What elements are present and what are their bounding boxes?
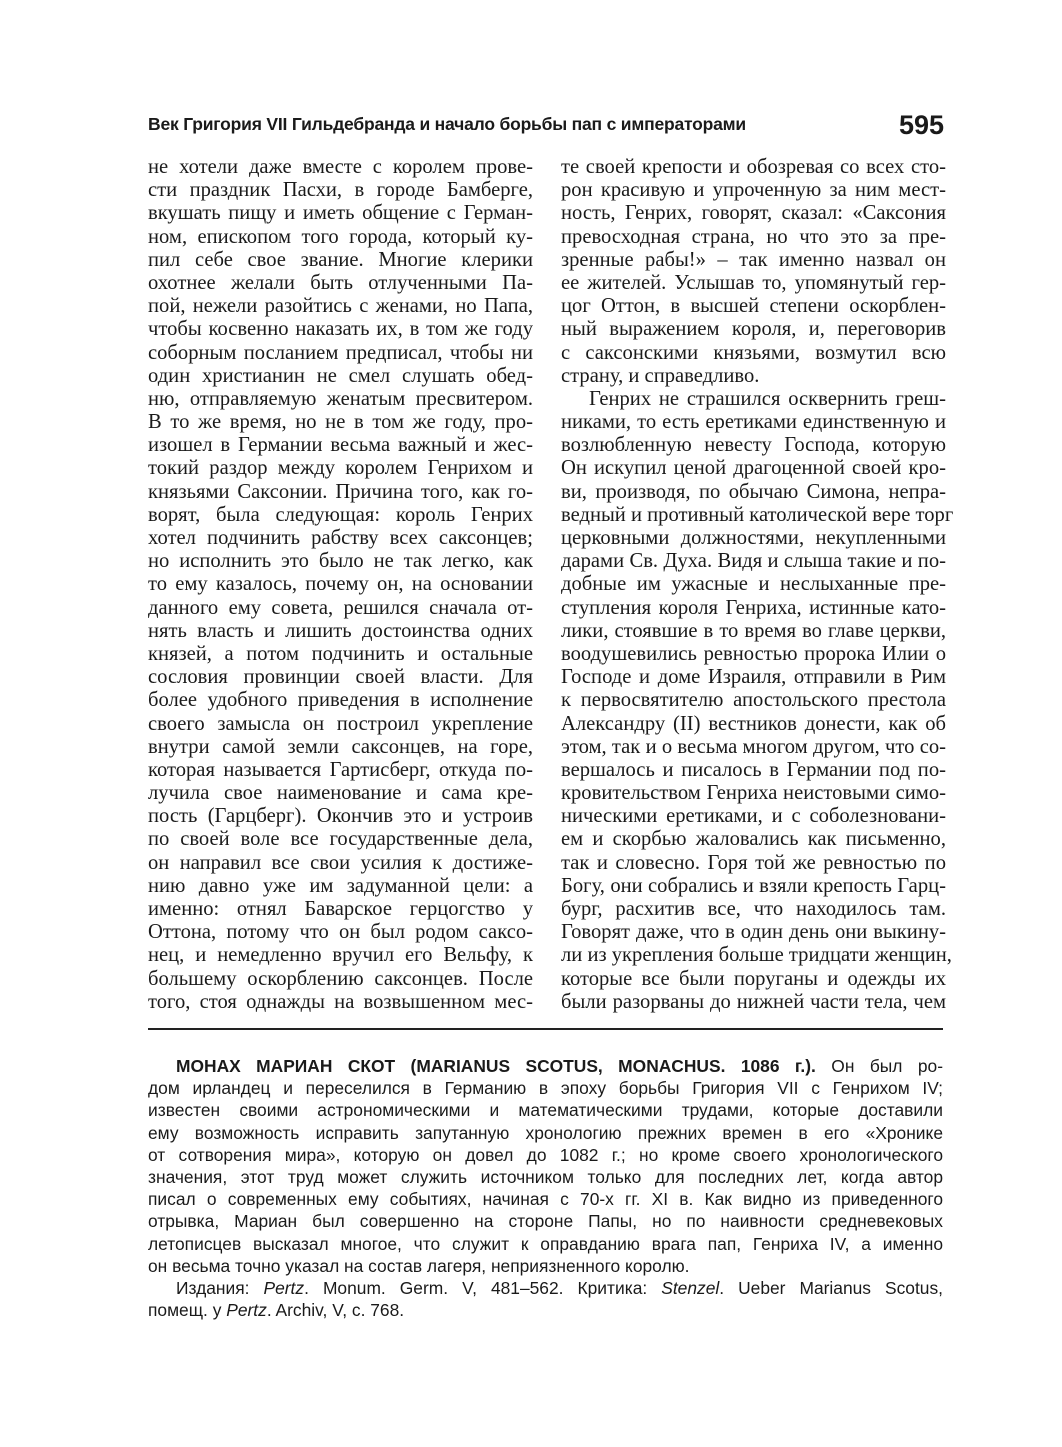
right-column-line: которые все были поруганы и одежды их [561,967,946,990]
right-column-line: ническими еретиками, и с соболезновани- [561,805,946,828]
left-text-column [148,156,533,1014]
left-column-line: Оттона, потому что он был родом саксо- [148,921,533,944]
right-column-line: дарами Св. Духа. Видя и слыша такие и по- [561,550,946,573]
left-column-line: В то же время, но не в том же году, про- [148,411,533,434]
right-column-line: Говорят даже, что в один день они выкину- [561,921,946,944]
left-column-line: большему оскорблению саксонцев. После [148,967,533,990]
left-column-line: ном, епископом того города, который ку- [148,225,533,248]
right-text-column [561,156,954,1014]
right-column-line: ведный и противный католической вере торг [561,503,954,526]
author-stenzel: Stenzel [661,1277,720,1298]
section-divider [148,1028,943,1030]
left-column-line: то ему казалось, почему он, на основании [148,573,533,596]
left-column-line: данного ему совета, решился сначала от- [148,596,533,619]
left-column-line: нию давно уже им задуманной цели: а [148,874,533,897]
note-heading: МОНАХ МАРИАН СКОТ (MARIANUS SCOTUS, MONACHUS. 1086 г.). [176,1056,816,1076]
left-column-line: пость (Гарцберг). Окончив это и устроив [148,805,533,828]
right-column-line: рон красивую и упроченную за ним мест- [561,179,946,202]
left-column-line: внутри самой земли саксонцев, на горе, [148,735,533,758]
right-column-line: добные им ужасные и неслыханные пре- [561,573,946,596]
left-column-line: лучила свое наименование и сама кре- [148,782,533,805]
left-column-line: князей, а потом подчинить и остальные [148,642,533,665]
right-column-line: ступления короля Генриха, истинные като- [561,596,946,619]
left-column-line: чтобы косвенно наказать их, в том же году [148,318,533,341]
left-column-line: вкушать пищу и иметь общение с Герман- [148,202,533,225]
left-column-line: хотел подчинить рабству всех саксонцев; [148,527,533,549]
note-body [148,1077,943,1277]
right-column-line: возлюбленную невесту Господа, которую [561,434,946,457]
right-column-line: те своей крепости и обозревая со всех сто- [561,156,946,178]
note-first-line-rest: Он был ро- [815,1056,943,1076]
right-column-line: ли из укрепления больше тридцати женщин, [561,944,952,967]
left-column-line: но исполнить это было не так легко, как [148,550,533,573]
right-column-line: церковными должностями, некупленными [561,527,946,549]
right-column-line: вершалось и писалось в Германии под по- [561,758,946,781]
left-column-line: ню, отправляемую женатым пресвитером. [148,387,533,410]
left-column-line: более удобного приведения в исполнение [148,689,533,712]
left-column-line: соборным посланием предписал, чтобы ни [148,341,533,364]
note-first-line [148,1055,943,1077]
note-line: известен своими астрономическими и математическими трудами, которые доставили [148,1100,943,1121]
right-column-line: никами, то есть еретиками единственную и [561,411,946,434]
running-title: Век Григория VII Гильдебранда и начало борьбы пап с императорами [148,114,746,134]
editions-line-2: помещ. у Pertz. Archiv, V, с. 768. [148,1300,405,1321]
left-column-line: токий раздор между королем Генрихом и [148,457,533,480]
right-column-line: Он искупил ценой драгоценной своей кро- [561,457,946,480]
note-line: он весьма точно указал на состав лагеря, неприязненного королю. [148,1255,690,1276]
right-column-line: Генрих не страшился осквернить греш- [589,387,946,410]
right-column-line: ви, производя, по обычаю Симона, непра- [561,480,946,503]
left-column-line: пил себе свое звание. Многие клерики [148,248,533,271]
right-column-line: так и словесно. Горя той же ревностью по [561,851,946,874]
right-column-line: с саксонскими князьями, возмутил всю [561,341,946,364]
left-column-line: один христианин не смел слушать обед- [148,364,533,387]
editions-line-1: Издания: Pertz. Monum. Germ. V, 481–562. Критика: Stenzel. Ueber Marianus Scotus, [176,1277,944,1298]
source-note [148,1055,943,1321]
author-pertz-2: Pertz [226,1300,267,1321]
right-column-line: этом, так и о весьма многом другом, что со- [561,735,946,758]
page-number: 595 [898,110,944,140]
left-column-line: он направил все свои усилия к достиже- [148,851,533,874]
left-column-line: своего замысла он построил укрепление [148,712,533,735]
right-column-line: ем и скорбью жаловались как письменно, [561,828,946,851]
left-column-line: ворят, была следующая: король Генрих [148,503,533,526]
note-line: дом ирландец и переселился в Германию в эпоху борьбы Григория VII с Генрихом IV; [148,1078,943,1099]
right-column-line: Богу, они собрались и взяли крепость Гарц- [561,874,946,897]
note-line: значения, этот труд может служить источником только для последних лет, когда автор [148,1166,943,1187]
right-column-line: превосходная страна, но что это за пре- [561,225,946,248]
note-line: отрывка, Мариан был совершенно на стороне Папы, но по наивности средневековых [148,1211,943,1232]
note-line: ему возможность исправить запутанную хронологию прежних времен в его «Хронике [148,1122,943,1143]
right-column-line: воодушевились ревностью пророка Илии о [561,642,946,665]
right-column-line: были разорваны до нижней части тела, чем [561,990,946,1013]
author-pertz: Pertz [263,1277,305,1298]
note-line: от сотворения мира», которую он довел до 1082 г.; но кроме своего хронологического [148,1144,943,1165]
left-column-line: нять власть и лишить достоинства одних [148,619,533,642]
left-column-line: именно: отнял Баварское герцогство у [148,898,533,920]
right-column-line: страну, и справедливо. [561,364,760,387]
left-column-line: охотнее желали быть отлученными Па- [148,271,533,294]
note-line: летописцев высказал многое, что служит к оправданию врага пап, Генриха IV, а именно [148,1233,943,1254]
left-column-line: нец, и немедленно вручил его Вельфу, к [148,944,533,967]
left-column-line: не хотели даже вместе с королем прове- [148,156,533,178]
left-column-line: по своей воле все государственные дела, [148,828,533,851]
right-column-line: к первосвятителю апостольского престола [561,689,946,712]
right-column-line: ее жителей. Услышав то, упомянутый гер- [561,271,946,294]
right-column-line: бург, расхитив все, что находилось там. [561,898,946,920]
left-column-line: сословия провинции своей власти. Для [148,666,533,689]
left-column-line: которая называется Гартисберг, откуда по- [148,758,533,781]
right-column-line: Александру (II) вестников донести, как об [561,712,946,735]
right-column-line: кровительством Генриха неистовыми симо- [561,782,946,805]
left-column-line: сти праздник Пасхи, в городе Бамберге, [148,179,533,202]
left-column-line: пой, нежели разойтись с женами, но Папа, [148,295,533,318]
right-column-line: Господе и доме Израиля, отправили в Рим [561,666,946,689]
left-column-line: князьями Саксонии. Причина того, как го- [148,480,533,503]
left-column-line: того, стоя однажды на возвышенном мес- [148,990,533,1013]
note-line: писал о современных ему событиях, начиная с 70-х гг. XI в. Как видно из приведенного [148,1189,943,1210]
right-column-line: ность, Генрих, говорят, сказал: «Саксония [561,202,946,225]
right-column-line: зренные рабы!» – так именно назвал он [561,248,946,271]
left-column-line: изошел в Германии весьма важный и жес- [148,434,533,457]
right-column-line: ный выражением короля, и, переговорив [561,318,946,341]
right-column-line: лики, стоявшие в то время во главе церкви, [561,619,946,642]
right-column-line: цог Оттон, в высшей степени оскорблен- [561,295,946,318]
